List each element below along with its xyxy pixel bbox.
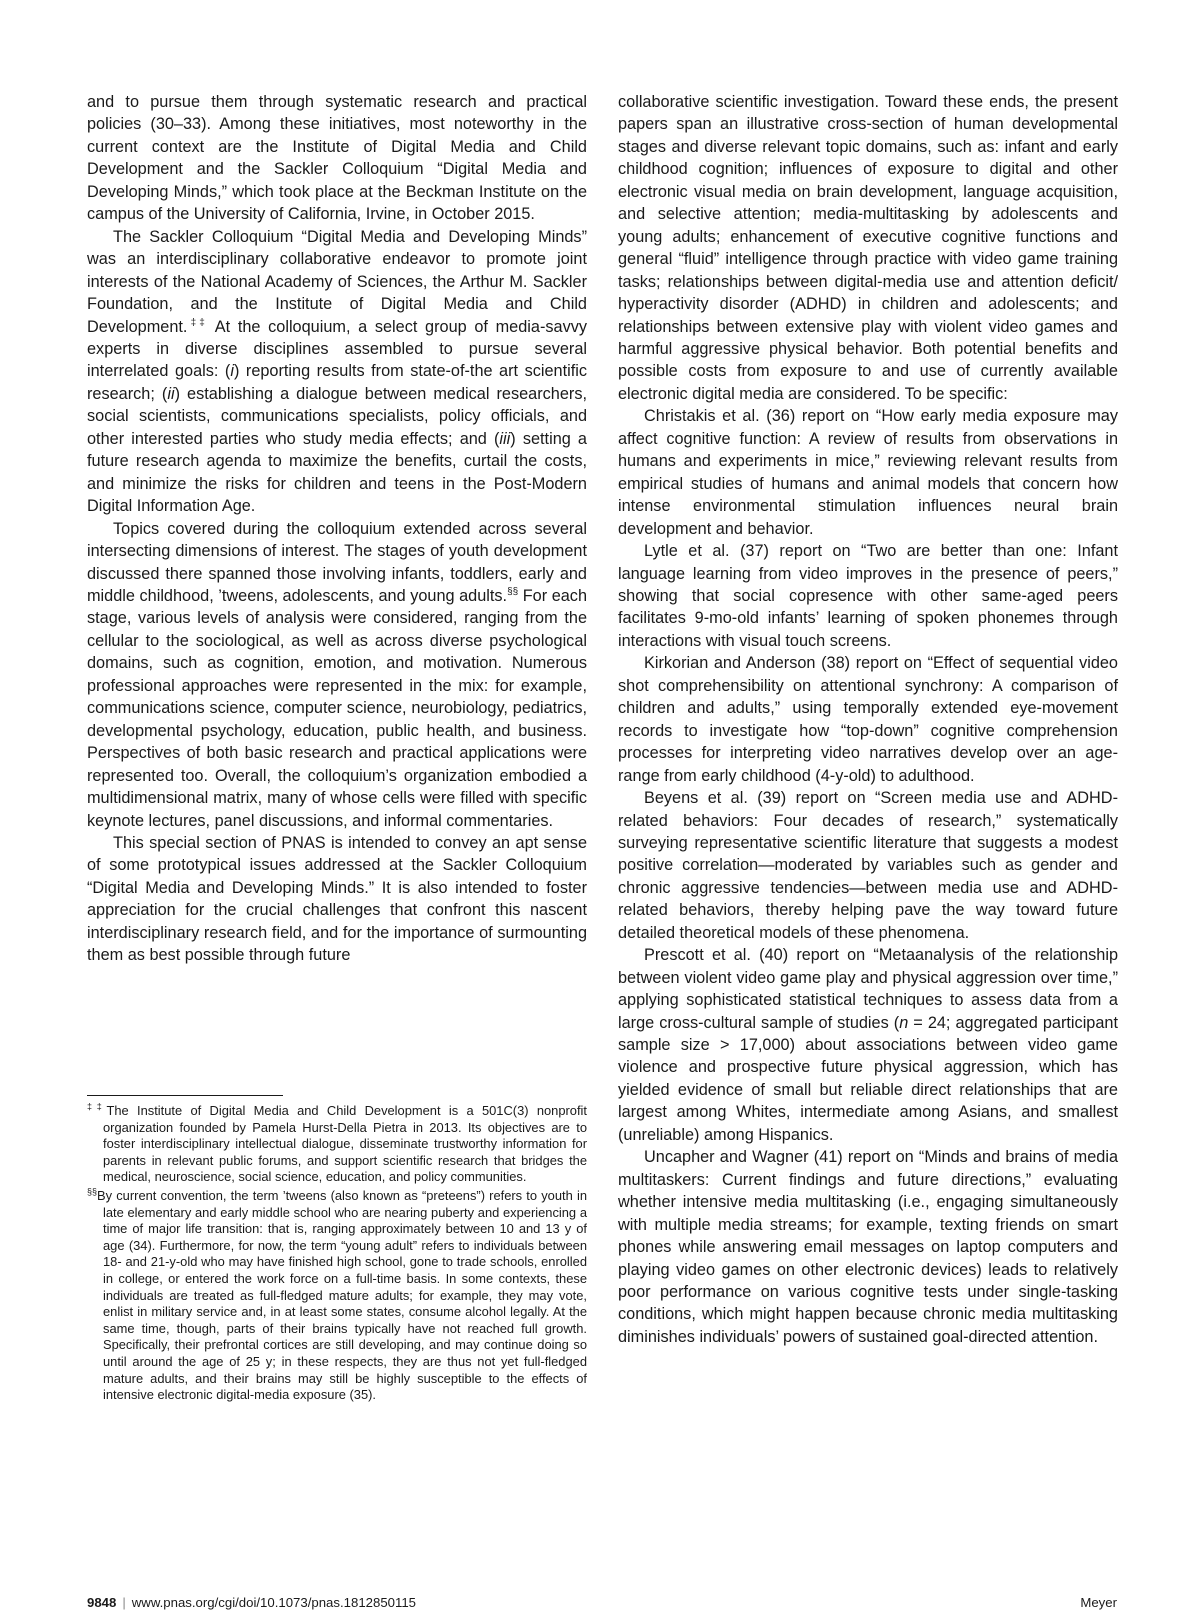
paragraph-text: ) establishing a dialogue between medical researchers, social scientists, communications specialists, policy officials, and other interested parties who study media effects; and ( [87, 384, 587, 448]
footnote-marker: ‡‡ [87, 1101, 107, 1112]
body-paragraph: Kirkorian and Anderson (38) report on “Effect of sequential video shot comprehensibility on attentional synchrony: A comparison of children and adults,” using temporally extended eye-movement records to investigate how “top-down” cognitive comprehension processes for interpreting video narratives develop over an age-range from early childhood (4-y-old) to adulthood. [618, 654, 1118, 785]
paragraph-text: The Sackler Colloquium “Digital Media and Developing Minds” was an interdisciplinary collaborative endeavor to promote joint interests of the National Academy of Sciences, the Arthur M. Sackler Foundation, and the Institute of Digital Media and Child Development. [87, 227, 587, 336]
enumeration-numeral: i [230, 362, 234, 381]
footnote-text: The Institute of Digital Media and Child Development is a 501C(3) nonprofit organization founded by Pamela Hurst-Della Pietra in 2013. Its objectives are to foster interdisciplinary intellectual dialogue, disseminate trustworthy information for parents in relevant public forums, and support scientific research that bridges the medical, neuroscience, social science, education, and policy communities. [103, 1103, 588, 1185]
body-paragraph: Uncapher and Wagner (41) report on “Minds and brains of media multitaskers: Current findings and future directions,” evaluating whether intensive media multitasking (i.e., engaging simultaneously with multiple media streams; for example, texting friends on smart phones while answering email messages on laptop computers and playing video games on other electronic devices) leads to relatively poor performance on various cognitive tests under single-tasking conditions, which might happen because chronic media multitasking diminishes individuals’ powers of sustained goal-directed attention. [618, 1148, 1118, 1346]
paragraph-text: ) setting a future research agenda to maximize the benefits, curtail the costs, and minimize the risks for children and teens in the Post-Modern Digital Information Age. [87, 429, 587, 516]
footnote [87, 1188, 587, 1404]
footnote-marker: ‡‡ [187, 317, 209, 329]
body-paragraph: and to pursue them through systematic research and practical policies (30–33). Among these initiatives, most noteworthy in the current context are the Institute of Digital Media and Child Development and the Sackler Colloquium “Digital Media and Developing Minds,” which took place at the Beckman Institute on the campus of the University of California, Irvine, in October 2015. [87, 93, 587, 224]
footnote [87, 1103, 587, 1186]
footnote-text: By current convention, the term ’tweens (also known as “preteens”) refers to youth in late elementary and early middle school who are nearing puberty and experiencing a time of major life transition: that is, ranging approximately between 10 and 13 y of age (34). Furthermore, for now, the term “young adult” refers to individuals between 18- and 21-y-old who may have finished high school, gone to trade schools, enrolled in college, or entered the work force on a full-time basis. In some contexts, these individuals are treated as full-fledged mature adults; for example, they may vote, enlist in military service and, in at least some states, consume alcohol legally. At the same time, though, parts of their brains typically have not reached full growth. Specifically, their prefrontal cortices are still developing, and may continue doing so until around the age of 25 y; in these respects, they are thus not yet full-fledged mature adults, and their brains may still be highly susceptible to the effects of intensive electronic digital-media exposure (35). [97, 1187, 587, 1403]
paragraph-text: Prescott et al. (40) report on “Metaanalysis of the relationship between violent video game play and physical aggression over time,” applying sophisticated statistical techniques to assess data from a large cross-cultural sample of studies ( [618, 946, 1118, 1032]
footnotes [87, 1103, 587, 1406]
footer-separator: | [122, 1595, 126, 1610]
doi-link[interactable]: www.pnas.org/cgi/doi/10.1073/pnas.1812850115 [131, 1595, 417, 1610]
left-column [87, 91, 587, 967]
page-number: 9848 [87, 1595, 117, 1610]
body-paragraph: This special section of PNAS is intended to convey an apt sense of some prototypical issues addressed at the Sackler Colloquium “Digital Media and Developing Minds.” It is also intended to foster appreciation for the crucial challenges that confront this nascent interdisciplinary research field, and for the importance of surmounting them as best possible through future [87, 833, 587, 965]
body-paragraph [618, 944, 1118, 1146]
body-paragraph: Beyens et al. (39) report on “Screen media use and ADHD-related behaviors: Four decades of research,” systematically surveying representative scientific literature that suggests a modest positive correlation—moderated by variables such as gender and chronic aggressive tendencies—between media use and ADHD-related behaviors, thereby helping pave the way toward future detailed theoretical models of these phenomena. [618, 789, 1118, 942]
paragraph-text: ) reporting results from state-of-the art scientific research; ( [87, 362, 587, 403]
body-paragraph [87, 518, 587, 832]
enumeration-numeral: ii [167, 384, 175, 403]
paragraph-text: Topics covered during the colloquium extended across several intersecting dimensions of interest. The stages of youth development discussed there spanned those involving infants, toddlers, early and middle childhood, ’tweens, adolescents, and young adults. [87, 519, 587, 605]
footnote-marker: §§ [507, 586, 519, 598]
running-author: Meyer [1080, 1595, 1117, 1610]
enumeration-numeral: iii [499, 429, 511, 448]
body-paragraph: Christakis et al. (36) report on “How early media exposure may affect cognitive function: A review of results from observations in humans and experiments in mice,” reviewing relevant results from empirical studies of humans and animal models that concern how intense environmental stimulation influences neural brain development and behavior. [618, 407, 1118, 538]
body-paragraph: collaborative scientific investigation. Toward these ends, the present papers span an illustrative cross-section of human developmental stages and diverse relevant topic domains, such as: infant and early childhood cognition; influences of exposure to digital and other electronic visual media on brain development, language acquisition, and selective attention; media-multitasking by adolescents and young adults; enhancement of executive cognitive functions and general “fluid” intelligence through practice with video game training tasks; relationships between digital-media use and attention deficit/ hyperactivity disorder (ADHD) in children and adolescents; and relationships between extensive play with violent video games and harmful aggressive physical behavior. Both potential benefits and possible costs from exposure to and use of currently available electronic digital media are considered. To be specific: [618, 93, 1118, 403]
footnote-marker: §§ [87, 1186, 98, 1197]
paragraph-text: = 24; aggregated participant sample size > 17,000) about associations between video game violence and prospective future physical aggression, which has yielded evidence of small but reliable direct relationships that are largest among Whites, intermediate among Asians, and smallest (unreliable) among Hispanics. [618, 1013, 1118, 1144]
page-footer [87, 1594, 1117, 1614]
body-paragraph [87, 226, 587, 518]
paragraph-text: At the colloquium, a select group of media-savvy experts in diverse disciplines assembled to pursue several interrelated goals: ( [87, 317, 587, 381]
paragraph-text: For each stage, various levels of analysis were considered, ranging from the cellular to the sociological, as well as across diverse psychological domains, such as cognition, emotion, and motivation. Numerous professional approaches were represented in the mix: for example, communications science, computer science, neurobiology, pediatrics, developmental psychology, education, public health, and business. Perspectives of both basic research and practical applications were represented too. Overall, the colloquium’s organization embodied a multidimensional matrix, many of whose cells were filled with specific keynote lectures, panel discussions, and informal commentaries. [87, 586, 587, 830]
body-paragraph: Lytle et al. (37) report on “Two are better than one: Infant language learning from video improves in the presence of peers,” showing that social copresence with other same-aged peers facilitates 9-mo-old infants’ learning of spoken phonemes through interactions with visual touch screens. [618, 542, 1118, 650]
variable-n: n [899, 1013, 909, 1032]
footnote-divider [87, 1095, 283, 1096]
right-column [618, 91, 1118, 1348]
